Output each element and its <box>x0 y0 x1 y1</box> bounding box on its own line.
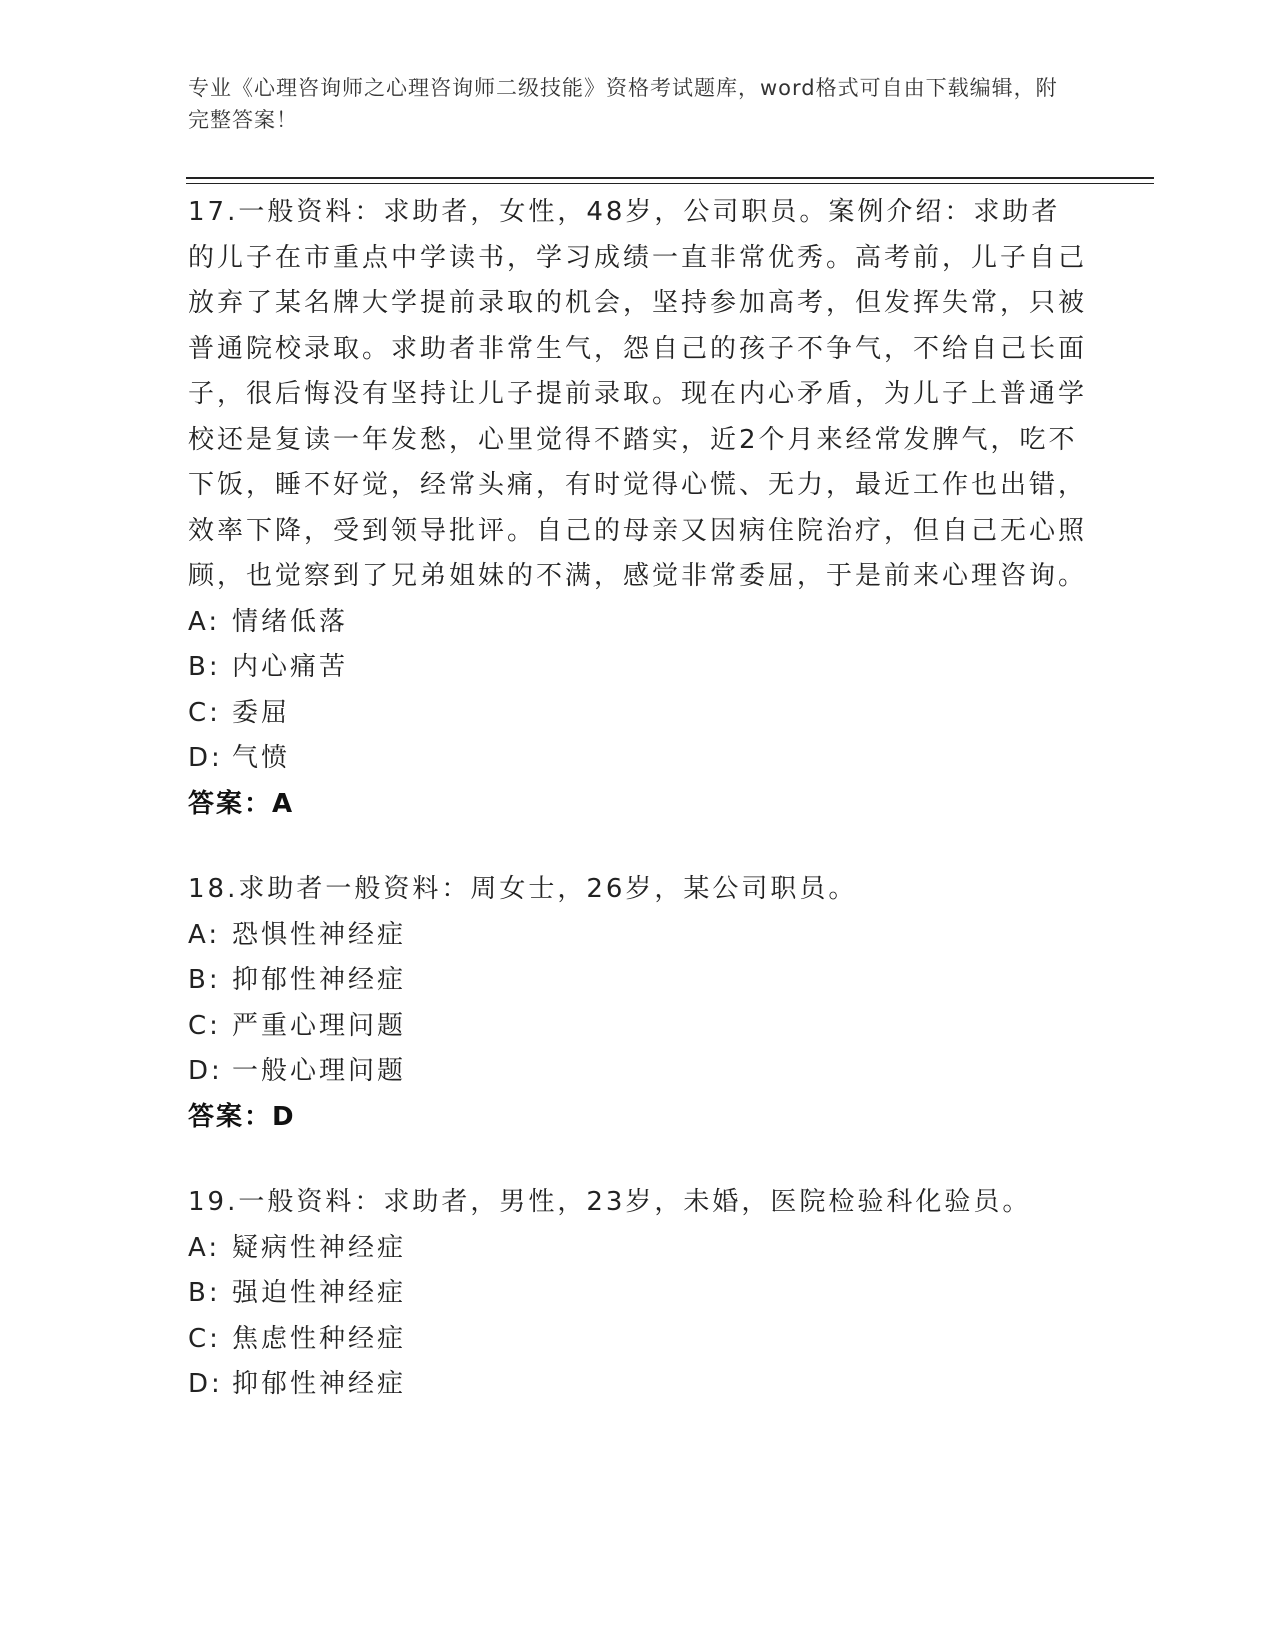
option-text: 强迫性神经症 <box>232 1278 407 1308</box>
option-text: 内心痛苦 <box>232 652 349 682</box>
option-letter: A: <box>188 1232 221 1263</box>
option-text: 焦虑性种经症 <box>232 1323 407 1354</box>
question-stem: 19.一般资料：求助者，男性，23岁，未婚，医院检验科化验员。 <box>188 1187 1032 1217</box>
option-text: 气愤 <box>232 743 291 773</box>
option-text: 委屈 <box>232 697 291 728</box>
option-letter: B: <box>188 652 221 682</box>
option-letter: A: <box>188 919 221 950</box>
option-letter: D: <box>188 1056 223 1086</box>
option-text: 恐惧性神经症 <box>232 919 407 950</box>
answer-label: 答案：A <box>188 788 295 819</box>
option-text: 一般心理问题 <box>232 1056 407 1086</box>
answer-label: 答案：D <box>188 1101 296 1132</box>
option-letter: B: <box>188 1278 221 1308</box>
option-a <box>188 600 1088 646</box>
option-a <box>188 1226 1088 1272</box>
question-stem: 17.一般资料：求助者，女性，48岁，公司职员。案例介绍：求助者的儿子在市重点中学读书，学习成绩一直非常优秀。高考前，儿子自己放弃了某名牌大学提前录取的机会，坚持参加高考，但发挥失常，只被普通院校录取。求助者非常生气，怨自己的孩子不争气，不给自己长面子，很后悔没有坚持让儿子提前录取。现在内心矛盾，为儿子上普通学校还是复读一年发愁，心里觉得不踏实，近2个月来经常发脾气，吃不下饭，睡不好觉，经常头痛，有时觉得心慌、无力，最近工作也出错，效率下降，受到领导批评。自己的母亲又因病住院治疗，但自己无心照顾，也觉察到了兄弟姐妹的不满，感觉非常委屈，于是前来心理咨询。 <box>188 197 1088 591</box>
question-list <box>188 190 1088 1448</box>
question-19 <box>188 1180 1088 1408</box>
option-d <box>188 1049 1088 1095</box>
option-d <box>188 736 1088 782</box>
option-letter: C: <box>188 697 221 728</box>
option-letter: A: <box>188 606 221 637</box>
option-c <box>188 691 1088 737</box>
option-b <box>188 1271 1088 1317</box>
option-text: 抑郁性神经症 <box>232 965 407 995</box>
option-text: 抑郁性神经症 <box>232 1369 407 1399</box>
option-b <box>188 645 1088 691</box>
option-letter: C: <box>188 1010 221 1041</box>
option-b <box>188 958 1088 1004</box>
option-d <box>188 1362 1088 1408</box>
option-letter: C: <box>188 1323 221 1354</box>
option-a <box>188 913 1088 959</box>
option-text: 严重心理问题 <box>232 1010 407 1041</box>
option-text: 疑病性神经症 <box>232 1232 407 1263</box>
document-header: 专业《心理咨询师之心理咨询师二级技能》资格考试题库，word格式可自由下载编辑，附完整答案！ <box>188 76 1058 132</box>
option-text: 情绪低落 <box>232 606 349 637</box>
option-letter: B: <box>188 965 221 995</box>
option-letter: D: <box>188 1369 223 1399</box>
option-c <box>188 1004 1088 1050</box>
option-letter: D: <box>188 743 223 773</box>
header-rule-thin <box>186 183 1154 184</box>
header-rule-thick <box>186 177 1154 179</box>
option-c <box>188 1317 1088 1363</box>
question-stem: 18.求助者一般资料：周女士，26岁，某公司职员。 <box>188 874 858 904</box>
question-18 <box>188 867 1088 1140</box>
question-17 <box>188 190 1088 827</box>
